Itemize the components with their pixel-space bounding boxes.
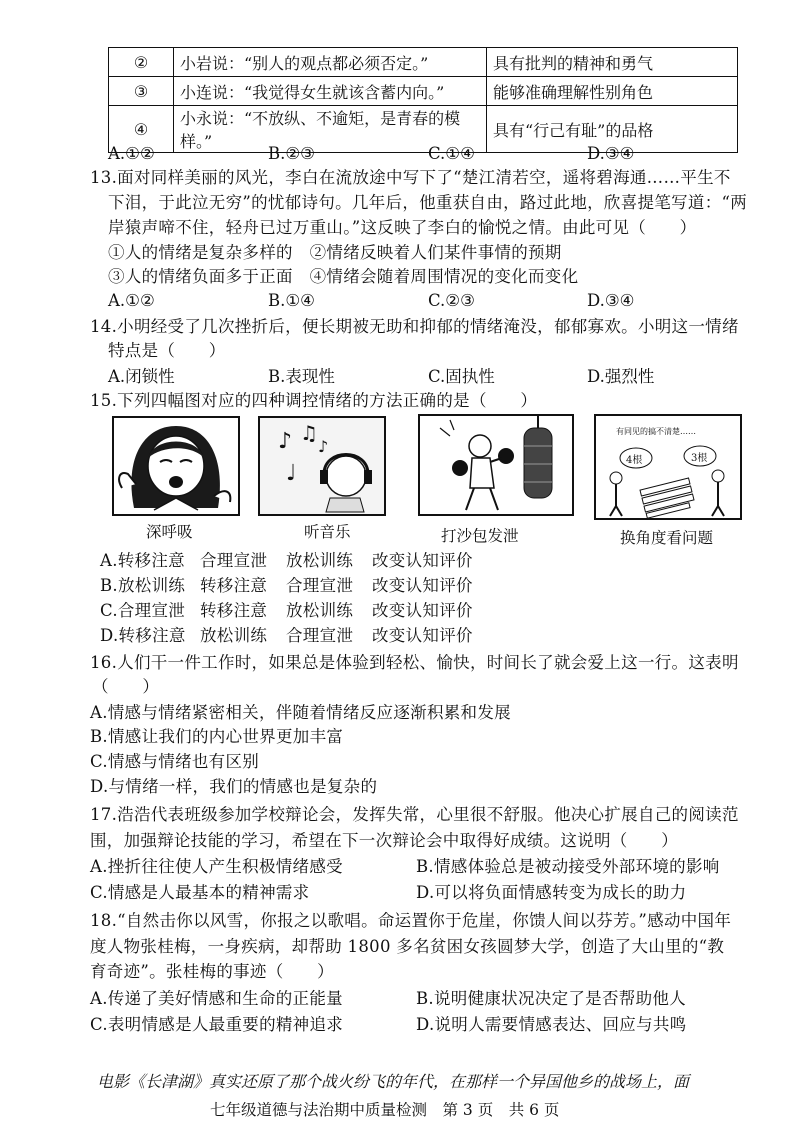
q18-stem-line: 18.“自然击你以风雪，你报之以歌唱。命运置你于危崖，你馈人间以芬芳。”感动中国年 <box>90 911 732 930</box>
q17-stem-line: 围，加强辩论技能的学习，希望在下一次辩论会中取得好成绩。这说明（ ） <box>90 831 678 850</box>
svg-text:♩: ♩ <box>286 461 297 486</box>
q16-stem-line: （ ） <box>92 677 160 696</box>
q14-option-a: A.闭锁性 <box>108 367 175 386</box>
q15-option-d <box>100 625 473 647</box>
handwritten-line: 电影《长津湖》真实还原了那个战火纷飞的年代，在那样一个异国他乡的战场上，面 <box>97 1072 690 1091</box>
q15-option-a-4: 改变认知评价 <box>372 551 473 570</box>
table-row <box>109 48 738 77</box>
image-deep-breath <box>112 416 240 516</box>
q15-option-c-1: C.合理宣泄 <box>100 601 186 620</box>
table-cell-quality: 具有批判的精神和勇气 <box>487 48 738 77</box>
q15-option-b-2: 转移注意 <box>200 576 268 595</box>
table-row <box>109 106 738 153</box>
q15-option-d-4: 改变认知评价 <box>372 626 473 645</box>
q12-option-c: C.①④ <box>428 144 475 163</box>
q15-stem: 15.下列四幅图对应的四种调控情绪的方法正确的是（ ） <box>90 391 538 410</box>
q12-option-a: A.①② <box>108 144 155 163</box>
table-cell-quality: 能够准确理解性别角色 <box>487 77 738 106</box>
q17-option-c: C.情感是人最基本的精神需求 <box>90 883 310 902</box>
q14-stem-line: 特点是（ ） <box>108 341 226 360</box>
caption-punching-bag: 打沙包发泄 <box>441 527 519 545</box>
q18-option-b: B.说明健康状况决定了是否帮助他人 <box>416 989 686 1008</box>
q13-option-c: C.②③ <box>428 291 475 310</box>
q13-stem-line: 下泪，于此泣无穷”的忧郁诗句。几年后，他重获自由，路过此地，欣喜提笔写道：“两 <box>108 193 748 212</box>
table-cell-statement: 小岩说：“别人的观点都必须否定。” <box>174 48 487 77</box>
q18-option-a: A.传递了美好情感和生命的正能量 <box>90 989 343 1008</box>
image-listen-music <box>258 416 386 516</box>
table-cell-statement: 小连说：“我觉得女生就该含蓄内向。” <box>174 77 487 106</box>
q15-option-b-4: 改变认知评价 <box>372 576 473 595</box>
svg-text:♪: ♪ <box>278 429 293 454</box>
q17-stem-line: 17.浩浩代表班级参加学校辩论会，发挥失常，心里很不舒服。他决心扩展自己的阅读范 <box>90 805 739 824</box>
q14-option-d: D.强烈性 <box>587 367 655 386</box>
q15-option-d-2: 放松训练 <box>200 626 268 645</box>
q15-option-a <box>100 550 473 572</box>
bubble-right: 3根 <box>691 453 708 464</box>
q13-option-d: D.③④ <box>587 291 635 310</box>
q12-option-d: D.③④ <box>587 144 635 163</box>
table-cell-statement: 小永说：“不放纵、不逾矩，是青春的模样。” <box>174 106 487 153</box>
q16-option-d: D.与情绪一样，我们的情感也是复杂的 <box>90 777 378 796</box>
q15-option-a-2: 合理宣泄 <box>200 551 268 570</box>
caption-deep-breath: 深呼吸 <box>146 523 193 541</box>
q15-option-c-4: 改变认知评价 <box>372 601 473 620</box>
q13-statement: ③人的情绪负面多于正面 ④情绪会随着周围情况的变化而变化 <box>108 267 579 286</box>
q14-option-c: C.固执性 <box>428 367 495 386</box>
q15-option-c-2: 转移注意 <box>200 601 268 620</box>
table-cell-num: ④ <box>109 106 174 153</box>
q13-stem-line: 岸猿声啼不住，轻舟已过万重山。”这反映了李白的愉悦之情。由此可见（ ） <box>108 218 697 237</box>
table-row <box>109 77 738 106</box>
q13-option-a: A.①② <box>108 291 155 310</box>
table-cell-num: ② <box>109 48 174 77</box>
q15-option-a-1: A.转移注意 <box>100 551 185 570</box>
statement-table <box>108 47 738 153</box>
q13-stem-line: 13.面对同样美丽的风光，李白在流放途中写下了“楚江清若空，遥将碧海通……平生不 <box>90 168 731 187</box>
image-punching-bag <box>418 414 574 516</box>
q15-option-a-3: 放松训练 <box>286 551 354 570</box>
svg-text:♫: ♫ <box>300 421 318 445</box>
q16-option-c: C.情感与情绪也有区别 <box>90 752 260 771</box>
q13-statement: ①人的情绪是复杂多样的 ②情绪反映着人们某件事情的预期 <box>108 243 562 262</box>
q16-option-b: B.情感让我们的内心世界更加丰富 <box>90 727 344 746</box>
q18-option-d: D.说明人需要情感表达、回应与共鸣 <box>416 1015 687 1034</box>
q12-option-b: B.②③ <box>268 144 315 163</box>
q13-option-b: B.①④ <box>268 291 315 310</box>
caption-listen-music: 听音乐 <box>304 523 351 541</box>
q15-option-c <box>100 600 473 622</box>
q18-stem-line: 育奇迹”。张桂梅的事迹（ ） <box>90 962 334 981</box>
table-cell-num: ③ <box>109 77 174 106</box>
q18-stem-line: 度人物张桂梅，一身疾病，却帮助 1800 多名贫困女孩圆梦大学，创造了大山里的“教 <box>90 937 725 956</box>
bubble-left: 4根 <box>626 455 643 466</box>
q17-option-a: A.挫折往往使人产生积极情绪感受 <box>90 857 343 876</box>
table-cell-quality: 具有“行己有耻”的品格 <box>487 106 738 153</box>
q14-stem-line: 14.小明经受了几次挫折后，便长期被无助和抑郁的情绪淹没，郁郁寡欢。小明这一情绪 <box>90 317 739 336</box>
page-footer: 七年级道德与法治期中质量检测 第 3 页 共 6 页 <box>210 1101 560 1119</box>
q15-option-b <box>100 575 473 597</box>
q16-stem-line: 16.人们干一件工作时，如果总是体验到轻松、愉快，时间长了就会爱上这一行。这表明 <box>90 653 739 672</box>
svg-text:♪: ♪ <box>318 437 329 456</box>
q15-option-d-3: 合理宣泄 <box>286 626 354 645</box>
q14-option-b: B.表现性 <box>268 367 335 386</box>
q16-option-a: A.情感与情绪紧密相关，伴随着情绪反应逐渐积累和发展 <box>90 703 511 722</box>
q15-option-b-3: 合理宣泄 <box>286 576 354 595</box>
q15-option-c-3: 放松训练 <box>286 601 354 620</box>
image-change-perspective <box>594 414 742 520</box>
caption-change-perspective: 换角度看问题 <box>620 529 714 547</box>
q17-option-b: B.情感体验总是被动接受外部环境的影响 <box>416 857 720 876</box>
q15-option-d-1: D.转移注意 <box>100 626 186 645</box>
q17-option-d: D.可以将负面情感转变为成长的助力 <box>416 883 687 902</box>
q18-option-c: C.表明情感是人最重要的精神追求 <box>90 1015 344 1034</box>
q15-option-b-1: B.放松训练 <box>100 576 186 595</box>
panel4-heading: 有同见的搞不清楚…… <box>616 427 696 436</box>
